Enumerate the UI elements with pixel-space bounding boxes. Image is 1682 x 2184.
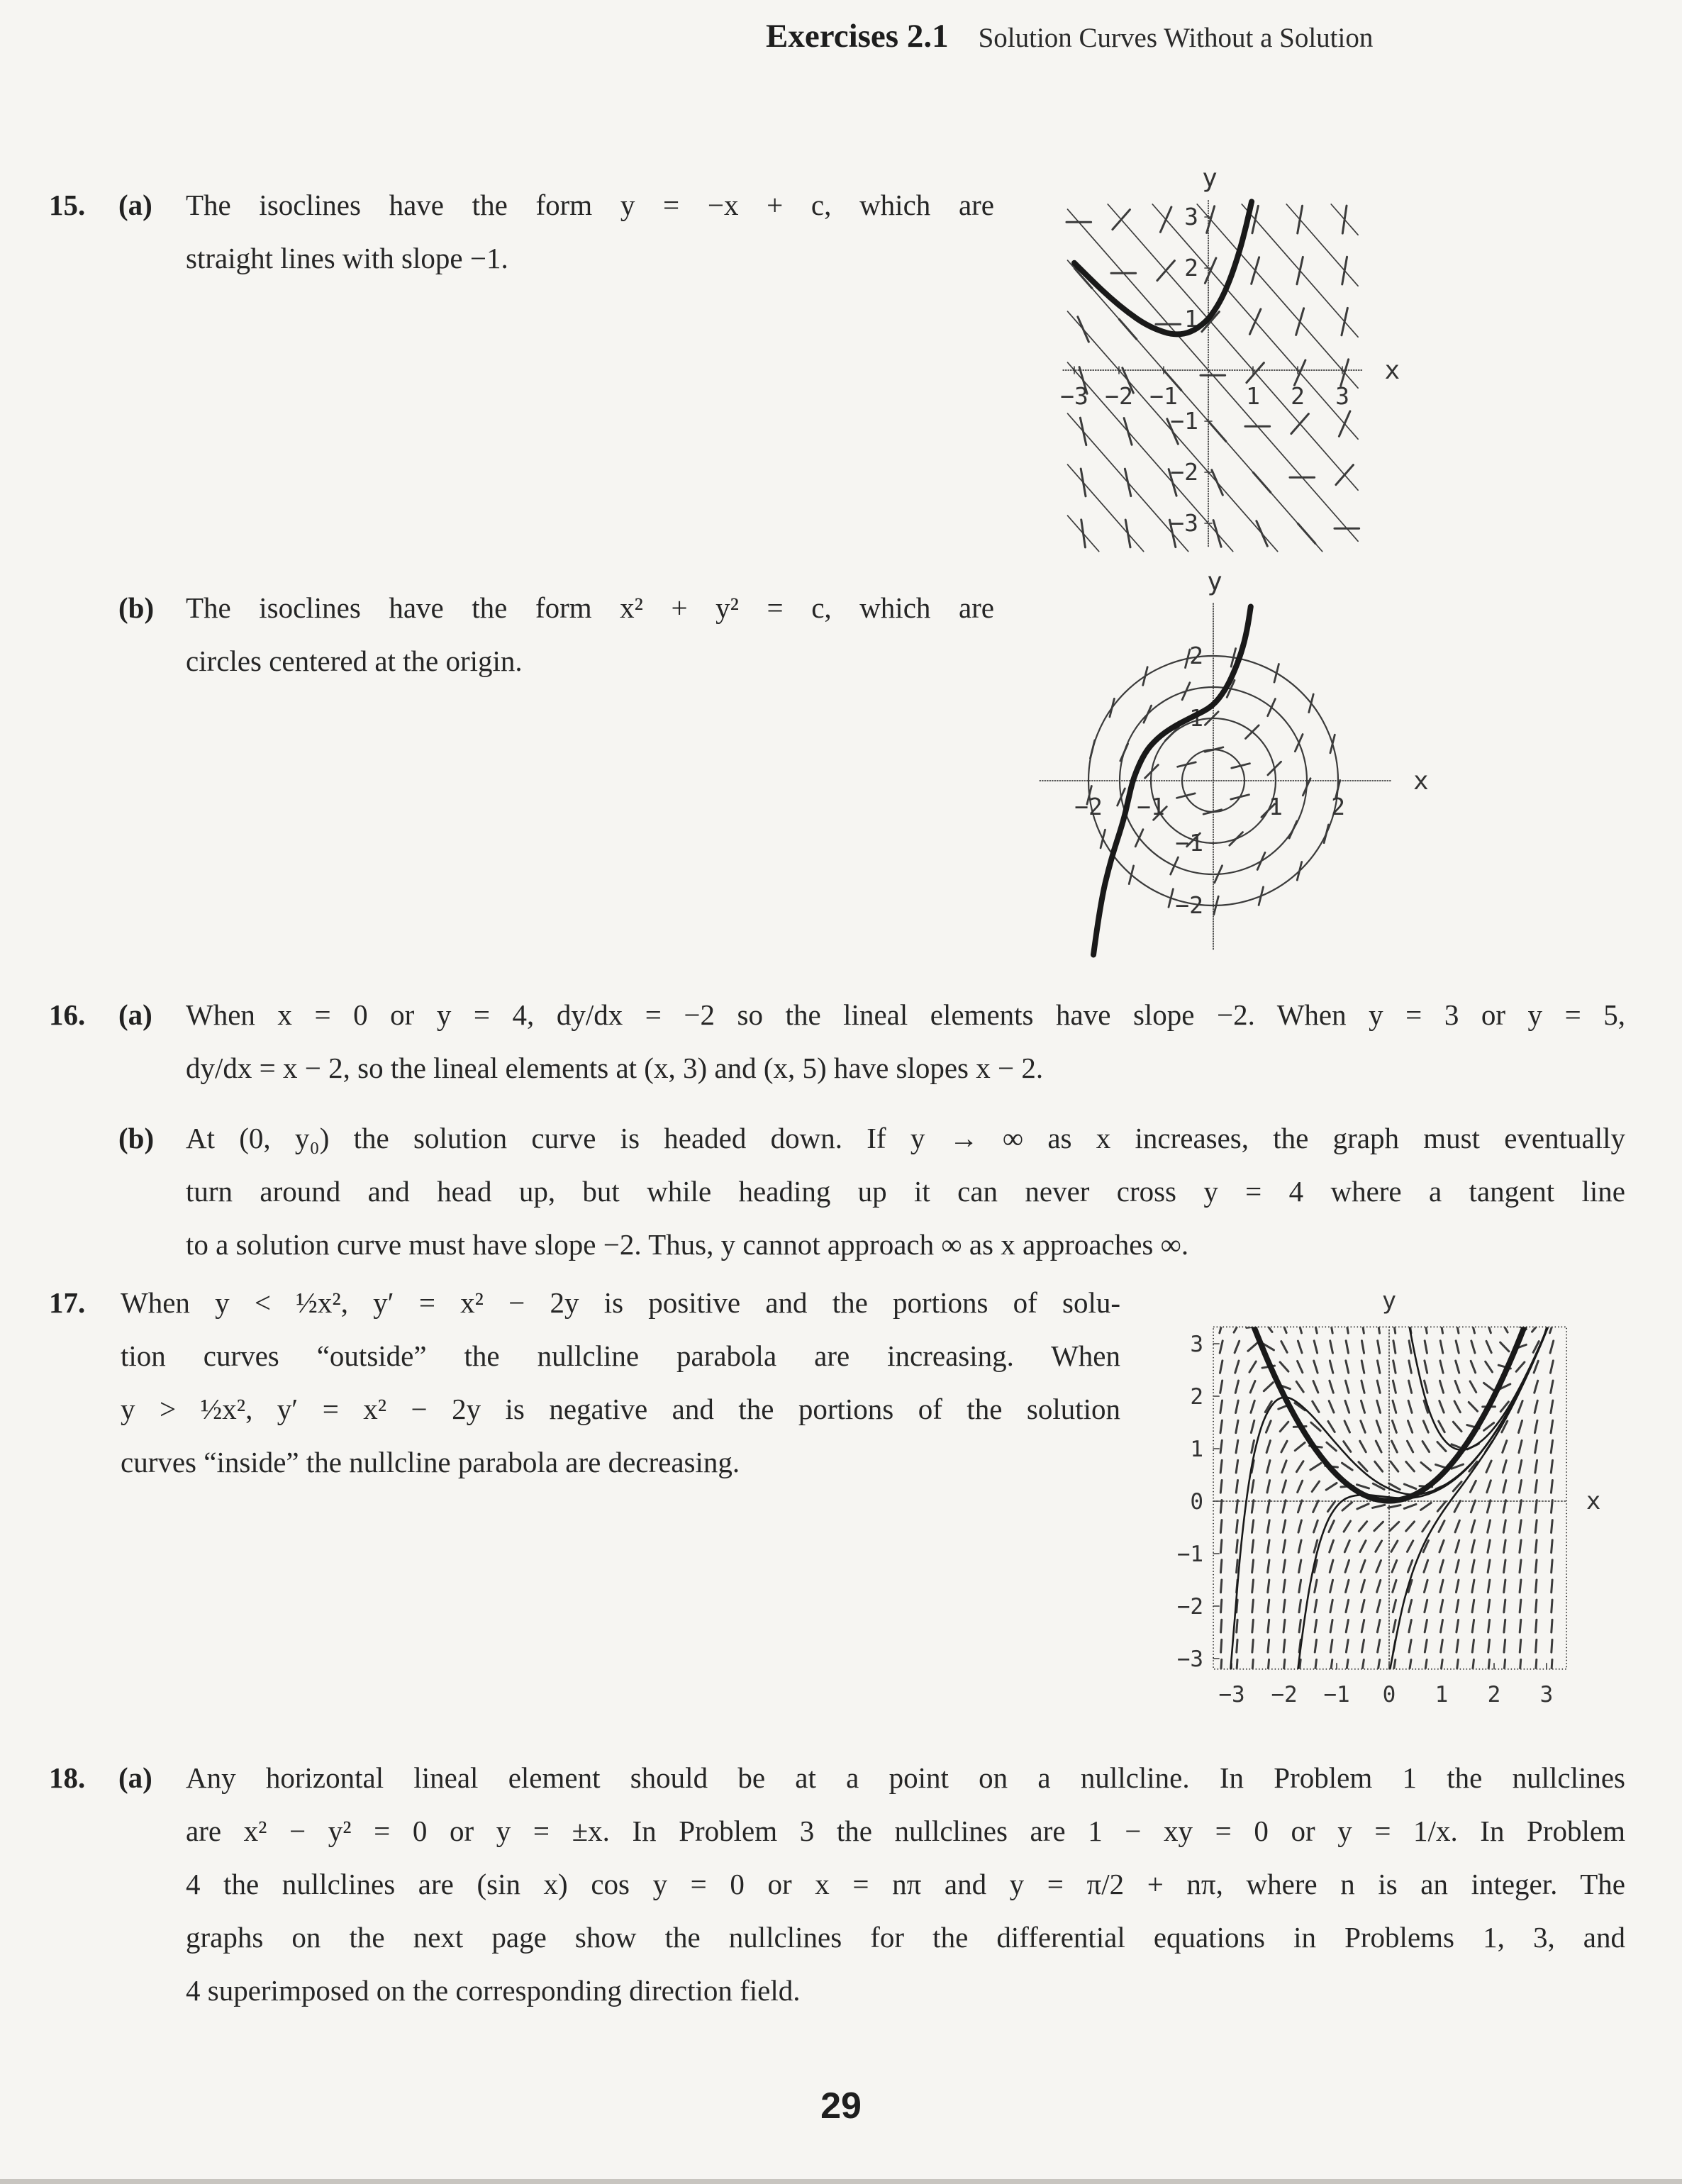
figure-15b-direction-field	[1021, 567, 1447, 975]
text-line: are x² − y² = 0 or y = ±x. In Problem 3 the nullclines are 1 − xy = 0 or y = 1/x. In Problem	[186, 1815, 1625, 1847]
svg-text:2: 2	[1487, 1681, 1501, 1707]
svg-text:x: x	[1413, 767, 1429, 796]
part-label-18a: (a)	[118, 1761, 152, 1794]
svg-text:−1: −1	[1149, 382, 1178, 410]
svg-text:3: 3	[1539, 1681, 1554, 1707]
svg-text:−3: −3	[1060, 382, 1088, 410]
svg-text:−2: −2	[1175, 891, 1203, 919]
svg-text:−1: −1	[1175, 829, 1203, 857]
svg-text:3: 3	[1184, 203, 1198, 230]
svg-text:y: y	[1381, 1286, 1397, 1315]
text-line: The isoclines have the form y = −x + c, which are	[186, 189, 994, 221]
svg-text:y: y	[1202, 163, 1218, 193]
part-label-16a: (a)	[118, 998, 152, 1031]
problem-15b-text	[186, 581, 994, 688]
text-line: to a solution curve must have slope −2. Thus, y cannot approach ∞ as x approaches ∞.	[186, 1228, 1189, 1261]
svg-text:x: x	[1586, 1487, 1601, 1515]
problem-16a-text	[186, 988, 1625, 1095]
exercises-section-subtitle: Solution Curves Without a Solution	[978, 23, 1374, 53]
svg-text:2: 2	[1189, 642, 1203, 669]
part-label-15b: (b)	[118, 591, 155, 624]
text-line: At (0, y₀) the solution curve is headed down. If y → ∞ as x increases, the graph must eventually	[186, 1122, 1625, 1154]
exercises-section-title: Exercises 2.1	[766, 18, 949, 55]
svg-text:−1: −1	[1176, 1542, 1204, 1567]
svg-text:−2: −2	[1271, 1681, 1298, 1707]
svg-text:0: 0	[1382, 1681, 1396, 1707]
problem-number-16: 16.	[49, 998, 86, 1031]
svg-text:1: 1	[1190, 1437, 1204, 1462]
svg-text:−3: −3	[1176, 1647, 1204, 1672]
text-line: straight lines with slope −1.	[186, 242, 508, 274]
text-line: curves “inside” the nullcline parabola are decreasing.	[121, 1446, 740, 1478]
problem-17-text	[121, 1276, 1120, 1489]
svg-text:1: 1	[1435, 1681, 1449, 1707]
text-line: circles centered at the origin.	[186, 645, 523, 677]
text-line: 4 the nullclines are (sin x) cos y = 0 or x = nπ and y = π/2 + nπ, where n is an integer. The	[186, 1868, 1625, 1900]
page-number: 29	[820, 2085, 862, 2127]
figure-15a-direction-field	[1014, 157, 1439, 562]
text-line: graphs on the next page show the nullclines for the differential equations in Problems 1, 3, and	[186, 1921, 1625, 1954]
part-label-16b: (b)	[118, 1122, 155, 1154]
svg-text:−3: −3	[1218, 1681, 1245, 1707]
problem-number-17: 17.	[49, 1286, 86, 1319]
text-line: turn around and head up, but while heading up it can never cross y = 4 where a tangent line	[186, 1175, 1625, 1208]
text-line: tion curves “outside” the nullcline parabola are increasing. When	[121, 1339, 1120, 1372]
svg-text:1: 1	[1269, 793, 1283, 820]
text-line: Any horizontal lineal element should be at a point on a nullcline. In Problem 1 the nullclines	[186, 1761, 1625, 1794]
problem-16b-text	[186, 1112, 1625, 1271]
svg-text:1: 1	[1189, 704, 1203, 732]
problem-number-15: 15.	[49, 189, 86, 221]
svg-text:3: 3	[1335, 382, 1349, 410]
part-label-15a: (a)	[118, 189, 152, 221]
svg-text:−2: −2	[1170, 458, 1198, 486]
svg-text:2: 2	[1184, 254, 1198, 282]
svg-text:2: 2	[1291, 382, 1305, 410]
svg-text:1: 1	[1184, 305, 1198, 333]
svg-text:−2: −2	[1074, 793, 1103, 820]
text-line: dy/dx = x − 2, so the lineal elements at (x, 3) and (x, 5) have slopes x − 2.	[186, 1052, 1044, 1084]
svg-text:2: 2	[1331, 793, 1345, 820]
problem-number-18: 18.	[49, 1761, 86, 1794]
figure-17-direction-field	[1170, 1273, 1652, 1737]
svg-text:2: 2	[1190, 1384, 1204, 1410]
text-line: The isoclines have the form x² + y² = c, which are	[186, 591, 994, 624]
text-line: y > ½x², y′ = x² − 2y is negative and the portions of the solution	[121, 1393, 1120, 1425]
text-line: 4 superimposed on the corresponding direction field.	[186, 1974, 801, 2007]
svg-text:−2: −2	[1105, 382, 1133, 410]
svg-text:−3: −3	[1170, 509, 1198, 537]
svg-text:−1: −1	[1137, 793, 1165, 820]
text-line: When y < ½x², y′ = x² − 2y is positive and the portions of solu-	[121, 1286, 1120, 1319]
svg-text:1: 1	[1246, 382, 1260, 410]
svg-text:−1: −1	[1323, 1681, 1350, 1707]
svg-text:−2: −2	[1176, 1594, 1204, 1620]
svg-text:0: 0	[1190, 1489, 1204, 1515]
svg-text:3: 3	[1190, 1332, 1204, 1357]
svg-text:−1: −1	[1170, 407, 1198, 435]
problem-15a-text	[186, 179, 994, 285]
page-header	[766, 17, 1373, 55]
svg-text:x: x	[1384, 356, 1400, 385]
svg-text:y: y	[1207, 567, 1222, 597]
text-line: When x = 0 or y = 4, dy/dx = −2 so the lineal elements have slope −2. When y = 3 or y = 5,	[186, 998, 1625, 1031]
problem-18a-text	[186, 1751, 1625, 2017]
page-bottom-edge	[0, 2179, 1682, 2184]
